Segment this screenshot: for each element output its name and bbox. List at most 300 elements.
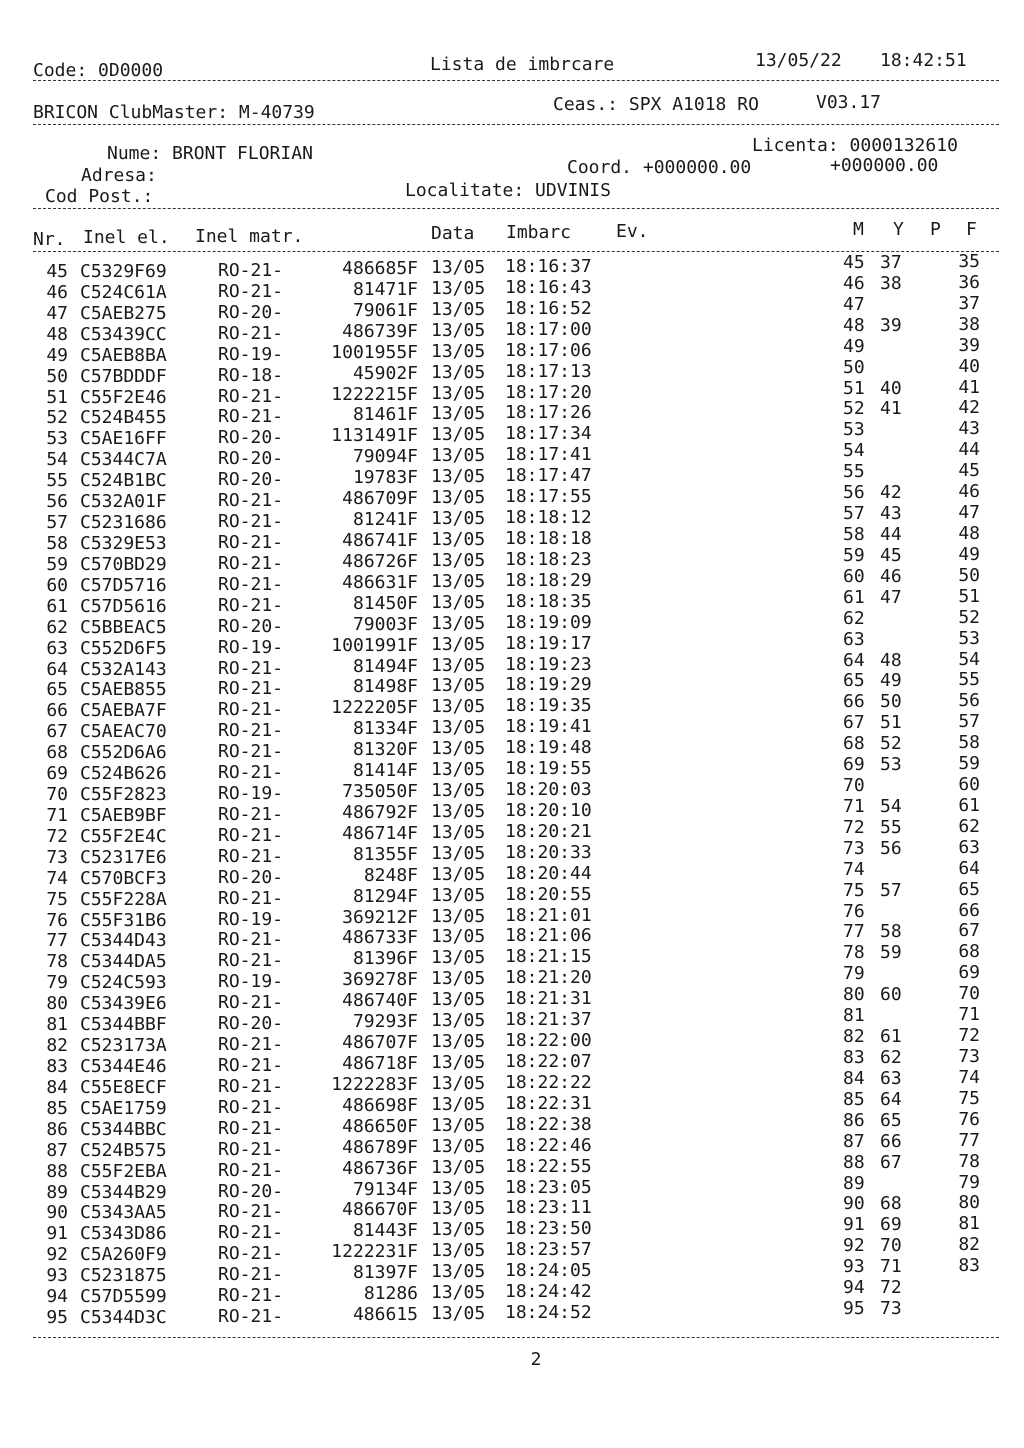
license-number: Licenta: 0000132610 <box>752 135 958 156</box>
ring-number: 81294F <box>352 885 418 907</box>
f-value: 74 <box>958 1066 980 1088</box>
col-header-y: Y <box>893 219 904 240</box>
ring-number: 486650F <box>342 1115 418 1137</box>
f-value: 78 <box>958 1150 980 1172</box>
electronic-ring: C5329F69 <box>80 261 167 282</box>
ring-prefix: RO-21- <box>218 950 284 972</box>
m-value: 75 <box>843 879 865 901</box>
ring-number: 486733F <box>342 927 418 949</box>
electronic-ring: C5344B29 <box>80 1181 167 1203</box>
y-value: 57 <box>880 879 902 901</box>
basket-time: 18:20:55 <box>505 883 592 905</box>
y-value: 44 <box>880 524 902 545</box>
f-value: 77 <box>958 1129 980 1151</box>
electronic-ring: C5343D86 <box>80 1223 167 1245</box>
ring-number: 81334F <box>352 718 418 740</box>
basket-date: 13/05 <box>431 591 486 613</box>
ring-prefix: RO-21- <box>218 657 284 679</box>
m-value: 93 <box>843 1256 865 1278</box>
m-value: 64 <box>843 649 865 671</box>
basket-date: 13/05 <box>431 905 486 927</box>
ring-prefix: RO-20- <box>218 615 284 637</box>
ring-prefix: RO-21- <box>218 762 284 784</box>
f-value: 58 <box>958 732 980 754</box>
row-number: 75 <box>46 888 68 910</box>
electronic-ring: C53439CC <box>80 323 167 345</box>
ring-prefix: RO-21- <box>218 803 284 825</box>
ring-prefix: RO-21- <box>218 406 284 428</box>
ring-number: 1222205F <box>331 697 418 719</box>
f-value: 63 <box>958 836 980 858</box>
ring-number: 369278F <box>342 969 418 991</box>
m-value: 86 <box>843 1109 865 1131</box>
m-value: 70 <box>843 775 865 796</box>
basket-time: 18:19:17 <box>505 632 592 654</box>
basket-date: 13/05 <box>431 257 486 278</box>
basket-time: 18:17:26 <box>505 402 592 424</box>
basket-time: 18:22:46 <box>505 1134 592 1156</box>
basket-time: 18:21:06 <box>505 925 592 947</box>
basket-time: 18:16:43 <box>505 276 592 298</box>
row-number: 53 <box>46 428 68 450</box>
row-number: 60 <box>46 574 68 596</box>
ring-prefix: RO-21- <box>218 887 284 909</box>
basket-time: 18:20:10 <box>505 799 592 821</box>
y-value: 65 <box>880 1109 902 1131</box>
basket-date: 13/05 <box>431 382 486 404</box>
electronic-ring: C55F2823 <box>80 784 167 805</box>
basket-time: 18:20:44 <box>505 862 592 884</box>
version: V03.17 <box>816 92 882 113</box>
ring-number: 19783F <box>352 467 418 489</box>
ring-number: 486707F <box>342 1032 418 1053</box>
basket-time: 18:22:00 <box>505 1030 592 1051</box>
electronic-ring: C5BBEAC5 <box>80 616 167 638</box>
electronic-ring: C524B626 <box>80 763 167 785</box>
basket-date: 13/05 <box>431 738 486 760</box>
ring-prefix: RO-21- <box>218 1096 284 1118</box>
y-value: 63 <box>880 1067 902 1089</box>
ring-prefix: RO-21- <box>218 1306 284 1327</box>
y-value: 69 <box>880 1214 902 1236</box>
f-value: 48 <box>958 523 980 544</box>
ring-prefix: RO-21- <box>218 594 284 616</box>
row-number: 57 <box>46 512 68 533</box>
row-number: 52 <box>46 407 68 429</box>
basket-time: 18:21:37 <box>505 1009 592 1031</box>
electronic-ring: C5343AA5 <box>80 1202 167 1224</box>
y-value: 37 <box>880 252 902 273</box>
ring-number: 8248F <box>363 864 418 886</box>
m-value: 62 <box>843 607 865 629</box>
y-value: 40 <box>880 377 902 399</box>
basket-date: 13/05 <box>431 424 486 446</box>
basket-time: 18:18:23 <box>505 548 592 570</box>
y-value: 48 <box>880 649 902 671</box>
basket-time: 18:19:23 <box>505 653 592 675</box>
f-value: 60 <box>958 774 980 795</box>
electronic-ring: C524B575 <box>80 1139 167 1161</box>
f-value: 43 <box>958 418 980 440</box>
basket-time: 18:16:37 <box>505 256 592 277</box>
basket-date: 13/05 <box>431 1198 486 1220</box>
row-number: 72 <box>46 825 68 847</box>
y-value: 52 <box>880 733 902 755</box>
ring-prefix: RO-21- <box>218 385 284 407</box>
electronic-ring: C5329E53 <box>80 533 167 554</box>
f-value: 81 <box>958 1213 980 1235</box>
y-value: 68 <box>880 1193 902 1215</box>
ring-number: 486698F <box>342 1094 418 1116</box>
col-header-inel-matr: Inel matr. <box>195 226 304 247</box>
basket-date: 13/05 <box>431 1072 486 1094</box>
f-value: 70 <box>958 983 980 1005</box>
ring-prefix: RO-21- <box>218 490 284 512</box>
basket-date: 13/05 <box>431 1135 486 1157</box>
m-value: 60 <box>843 565 865 587</box>
electronic-ring: C5AEB9BF <box>80 804 167 826</box>
f-value: 53 <box>958 627 980 649</box>
m-value: 92 <box>843 1235 865 1257</box>
f-value: 45 <box>958 460 980 482</box>
basket-time: 18:23:11 <box>505 1197 592 1219</box>
f-value: 65 <box>958 878 980 900</box>
electronic-ring: C53439E6 <box>80 993 167 1015</box>
row-number: 59 <box>46 553 68 575</box>
electronic-ring: C532A01F <box>80 491 167 513</box>
f-value: 35 <box>958 251 980 272</box>
y-value: 58 <box>880 921 902 943</box>
m-value: 78 <box>843 942 865 964</box>
ring-prefix: RO-20- <box>218 469 284 491</box>
y-value: 56 <box>880 837 902 859</box>
ring-number: 1222231F <box>331 1241 418 1263</box>
ring-prefix: RO-19- <box>218 971 284 993</box>
basket-date: 13/05 <box>431 549 486 571</box>
f-value: 59 <box>958 753 980 775</box>
m-value: 95 <box>843 1298 865 1319</box>
electronic-ring: C5AEB8BA <box>80 344 167 366</box>
ring-number: 79134F <box>352 1178 418 1200</box>
f-value: 44 <box>958 439 980 461</box>
row-number: 89 <box>46 1181 68 1203</box>
f-value: 42 <box>958 397 980 419</box>
ring-prefix: RO-21- <box>218 929 284 951</box>
basket-time: 18:20:03 <box>505 779 592 800</box>
y-value: 51 <box>880 712 902 734</box>
m-value: 67 <box>843 712 865 734</box>
basket-time: 18:23:50 <box>505 1218 592 1240</box>
ring-prefix: RO-21- <box>218 1034 284 1055</box>
ring-prefix: RO-21- <box>218 260 284 281</box>
ring-prefix: RO-21- <box>218 1117 284 1139</box>
row-number: 62 <box>46 616 68 638</box>
basket-time: 18:22:22 <box>505 1071 592 1093</box>
y-value: 60 <box>880 984 902 1006</box>
m-value: 55 <box>843 461 865 483</box>
basket-time: 18:18:12 <box>505 507 592 528</box>
electronic-ring: C57BDDDF <box>80 365 167 387</box>
electronic-ring: C57D5599 <box>80 1286 167 1308</box>
ring-prefix: RO-21- <box>218 678 284 700</box>
f-value: 47 <box>958 502 980 523</box>
m-value: 87 <box>843 1130 865 1152</box>
ring-prefix: RO-21- <box>218 552 284 574</box>
basket-time: 18:21:15 <box>505 946 592 968</box>
f-value: 64 <box>958 857 980 879</box>
basket-date: 13/05 <box>431 529 486 550</box>
y-value: 62 <box>880 1047 902 1068</box>
ring-number: 486789F <box>342 1136 418 1158</box>
row-number: 82 <box>46 1035 68 1056</box>
basket-date: 13/05 <box>431 612 486 634</box>
basket-date: 13/05 <box>431 508 486 529</box>
f-value: 36 <box>958 271 980 293</box>
m-value: 77 <box>843 921 865 943</box>
f-value: 55 <box>958 669 980 691</box>
basket-time: 18:19:48 <box>505 737 592 759</box>
ring-number: 486615 <box>352 1304 418 1325</box>
ring-prefix: RO-21- <box>218 720 284 742</box>
basket-time: 18:24:42 <box>505 1281 592 1303</box>
m-value: 89 <box>843 1172 865 1194</box>
electronic-ring: C523173A <box>80 1035 167 1056</box>
m-value: 49 <box>843 335 865 357</box>
divider <box>33 124 999 125</box>
electronic-ring: C5A260F9 <box>80 1244 167 1266</box>
y-value: 64 <box>880 1088 902 1110</box>
ring-number: 81494F <box>352 655 418 677</box>
ring-number: 45902F <box>352 362 418 384</box>
col-header-inel-el: Inel el. <box>83 227 170 248</box>
basket-date: 13/05 <box>431 1114 486 1136</box>
row-number: 78 <box>46 951 68 973</box>
row-number: 64 <box>46 658 68 680</box>
basket-date: 13/05 <box>431 1177 486 1199</box>
col-header-data: Data <box>431 223 475 244</box>
code-label: Code: 0D0000 <box>33 60 164 81</box>
m-value: 82 <box>843 1026 865 1047</box>
row-number: 88 <box>46 1160 68 1182</box>
f-value: 51 <box>958 585 980 607</box>
basket-time: 18:22:38 <box>505 1113 592 1135</box>
basket-time: 18:17:06 <box>505 339 592 361</box>
ring-number: 81414F <box>352 760 418 782</box>
ring-prefix: RO-19- <box>218 343 284 365</box>
ring-number: 1001991F <box>331 634 418 656</box>
m-value: 80 <box>843 984 865 1006</box>
basket-time: 18:23:05 <box>505 1176 592 1198</box>
row-number: 45 <box>46 261 68 282</box>
row-number: 76 <box>46 909 68 931</box>
basket-date: 13/05 <box>431 487 486 509</box>
m-value: 84 <box>843 1067 865 1089</box>
basket-date: 13/05 <box>431 445 486 467</box>
m-value: 63 <box>843 628 865 650</box>
basket-date: 13/05 <box>431 675 486 697</box>
electronic-ring: C5344D43 <box>80 930 167 952</box>
ring-number: 81461F <box>352 404 418 426</box>
electronic-ring: C5344C7A <box>80 449 167 471</box>
basket-date: 13/05 <box>431 403 486 425</box>
electronic-ring: C524C593 <box>80 972 167 994</box>
basket-time: 18:21:31 <box>505 988 592 1010</box>
m-value: 69 <box>843 754 865 776</box>
electronic-ring: C5231686 <box>80 512 167 533</box>
m-value: 58 <box>843 524 865 545</box>
basket-time: 18:21:20 <box>505 967 592 989</box>
m-value: 94 <box>843 1277 865 1299</box>
ring-number: 79061F <box>352 299 418 321</box>
electronic-ring: C5AEBA7F <box>80 700 167 722</box>
f-value: 73 <box>958 1046 980 1067</box>
ring-number: 81471F <box>352 278 418 300</box>
basket-date: 13/05 <box>431 821 486 843</box>
postal-code-label: Cod Post.: <box>45 186 154 207</box>
ring-prefix: RO-21- <box>218 1055 284 1076</box>
ring-number: 486709F <box>342 488 418 510</box>
row-number: 68 <box>46 742 68 764</box>
row-number: 46 <box>46 281 68 303</box>
electronic-ring: C55F2E4C <box>80 825 167 847</box>
ring-prefix: RO-20- <box>218 427 284 449</box>
basket-date: 13/05 <box>431 842 486 864</box>
row-number: 63 <box>46 637 68 659</box>
basket-time: 18:24:52 <box>505 1302 592 1323</box>
f-value: 69 <box>958 962 980 984</box>
row-number: 84 <box>46 1076 68 1098</box>
ring-number: 79003F <box>352 613 418 635</box>
m-value: 47 <box>843 293 865 315</box>
ring-prefix: RO-19- <box>218 783 284 804</box>
ring-number: 1222283F <box>331 1073 418 1095</box>
electronic-ring: C5344D3C <box>80 1307 167 1328</box>
basket-time: 18:18:18 <box>505 528 592 549</box>
f-value: 57 <box>958 711 980 733</box>
f-value: 61 <box>958 794 980 816</box>
basket-date: 13/05 <box>431 570 486 592</box>
f-value: 49 <box>958 543 980 565</box>
basket-time: 18:17:55 <box>505 486 592 508</box>
m-value: 72 <box>843 816 865 838</box>
ring-number: 486726F <box>342 550 418 572</box>
y-value: 45 <box>880 544 902 566</box>
basket-date: 13/05 <box>431 800 486 822</box>
row-number: 74 <box>46 867 68 889</box>
m-value: 90 <box>843 1193 865 1215</box>
basket-time: 18:21:01 <box>505 904 592 926</box>
electronic-ring: C570BCF3 <box>80 867 167 889</box>
ring-number: 81241F <box>352 509 418 530</box>
y-value: 41 <box>880 398 902 420</box>
m-value: 81 <box>843 1005 865 1027</box>
col-header-m: M <box>853 219 864 240</box>
ring-prefix: RO-21- <box>218 1285 284 1307</box>
f-value: 71 <box>958 1004 980 1026</box>
basket-time: 18:18:29 <box>505 569 592 591</box>
electronic-ring: C5AEAC70 <box>80 721 167 743</box>
electronic-ring: C532A143 <box>80 658 167 680</box>
basket-date: 13/05 <box>431 1303 486 1324</box>
ring-number: 79293F <box>352 1011 418 1033</box>
basket-date: 13/05 <box>431 319 486 341</box>
basket-date: 13/05 <box>431 277 486 299</box>
ring-number: 1131491F <box>331 425 418 447</box>
f-value: 50 <box>958 564 980 586</box>
electronic-ring: C5344BBC <box>80 1118 167 1140</box>
row-number: 58 <box>46 533 68 554</box>
basket-time: 18:17:41 <box>505 444 592 466</box>
col-header-imbarc: Imbarc <box>506 222 572 243</box>
ring-number: 486631F <box>342 571 418 593</box>
ring-prefix: RO-21- <box>218 824 284 846</box>
m-value: 46 <box>843 272 865 294</box>
basket-date: 13/05 <box>431 340 486 362</box>
electronic-ring: C5344DA5 <box>80 951 167 973</box>
ring-prefix: RO-21- <box>218 322 284 344</box>
electronic-ring: C524B1BC <box>80 470 167 492</box>
row-number: 50 <box>46 365 68 387</box>
ring-number: 486792F <box>342 801 418 823</box>
m-value: 59 <box>843 544 865 566</box>
electronic-ring: C524B455 <box>80 407 167 429</box>
y-value: 49 <box>880 670 902 692</box>
ring-number: 81286 <box>363 1283 418 1305</box>
ring-prefix: RO-21- <box>218 699 284 721</box>
ring-number: 486718F <box>342 1053 418 1074</box>
f-value: 80 <box>958 1192 980 1214</box>
basket-time: 18:23:57 <box>505 1239 592 1261</box>
m-value: 66 <box>843 691 865 713</box>
ring-number: 1222215F <box>331 383 418 405</box>
basket-date: 13/05 <box>431 1156 486 1178</box>
f-value: 37 <box>958 292 980 314</box>
row-number: 73 <box>46 846 68 868</box>
basket-date: 13/05 <box>431 1052 486 1073</box>
basket-date: 13/05 <box>431 1031 486 1052</box>
m-value: 57 <box>843 503 865 524</box>
electronic-ring: C5344E46 <box>80 1056 167 1077</box>
ring-number: 81443F <box>352 1220 418 1242</box>
row-number: 81 <box>46 1014 68 1036</box>
f-value: 52 <box>958 606 980 628</box>
basket-date: 13/05 <box>431 759 486 781</box>
y-value: 70 <box>880 1235 902 1257</box>
ring-prefix: RO-21- <box>218 511 284 532</box>
electronic-ring: C5231875 <box>80 1265 167 1287</box>
m-value: 54 <box>843 440 865 462</box>
row-number: 92 <box>46 1244 68 1266</box>
coord-lat: Coord. +000000.00 <box>567 157 752 178</box>
basket-time: 18:19:29 <box>505 674 592 696</box>
basket-date: 13/05 <box>431 1219 486 1241</box>
basket-time: 18:22:31 <box>505 1092 592 1114</box>
print-time: 18:42:51 <box>880 50 967 71</box>
ring-number: 486741F <box>342 530 418 551</box>
basket-time: 18:17:34 <box>505 423 592 445</box>
m-value: 51 <box>843 377 865 399</box>
page-number: 2 <box>530 1349 542 1370</box>
m-value: 73 <box>843 837 865 859</box>
ring-prefix: RO-21- <box>218 1264 284 1286</box>
ring-prefix: RO-21- <box>218 741 284 763</box>
ring-prefix: RO-21- <box>218 1222 284 1244</box>
basket-date: 13/05 <box>431 968 486 990</box>
electronic-ring: C55F2E46 <box>80 386 167 408</box>
ring-number: 486736F <box>342 1157 418 1179</box>
ring-prefix: RO-21- <box>218 845 284 867</box>
ring-number: 369212F <box>342 906 418 928</box>
